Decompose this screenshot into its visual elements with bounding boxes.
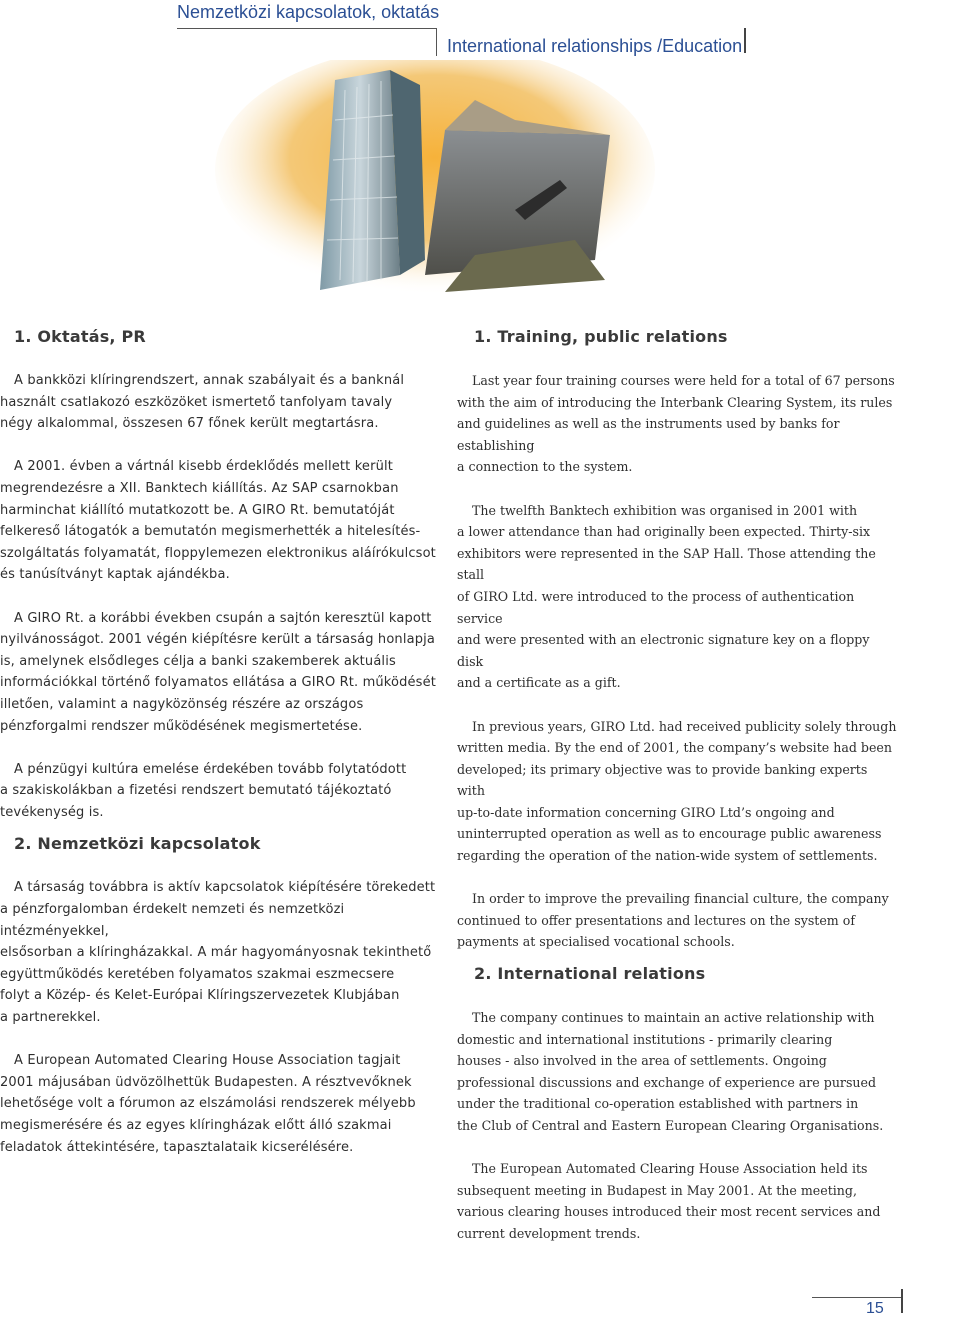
paragraph: A pénzügyi kultúra emelése érdekében tovább folytatódott a szakiskolákban a fizetési rendszert bemutató tájékoztató tevékenység is. bbox=[0, 761, 407, 820]
section-title-training: 1. Training, public relations bbox=[474, 327, 728, 346]
section-title-oktatas: 1. Oktatás, PR bbox=[14, 327, 146, 346]
paragraph: In previous years, GIRO Ltd. had received publicity solely through written media. By the end of 2001, the company’s website had been developed; its primary objective was to provide banking experts with up-to-date information concerning GIRO Ltd’s ongoing and uninterrupted operation as well as to encourage public awareness regarding the operation of the nation-wide system of settlements. bbox=[457, 718, 897, 864]
paragraph: A 2001. évben a vártnál kisebb érdeklődés mellett került megrendezésre a XII. Banktech kiállítás. Az SAP csarnokban harminchat kiállító mutatkozott be. A GIRO Rt. bemutatóját felkereső látogatók a bemutatón megismerhették a hitelesítés- szolgáltatás folyamatát, floppylemezen elektronikus aláírókulcsot és tanúsítványt kaptak ajándékba. bbox=[0, 459, 436, 583]
section-title-international: 2. International relations bbox=[474, 964, 706, 984]
paragraph: A European Automated Clearing House Association tagjait 2001 májusában üdvözölhettük Budapesten. A résztvevőknek lehetősége volt a fórumon az elszámolási rendszerek mélyebb megismerésére és az egyes klíringházak előtt álló szakmai feladatok áttekintésére, tapasztalataik kicserélésére. bbox=[0, 1053, 416, 1155]
footer-rule bbox=[812, 1297, 902, 1298]
paragraph: Last year four training courses were held for a total of 67 persons with the aim of introducing the Interbank Clearing System, its rules and guidelines as well as the instruments used by banks for establishing a connection to the system. bbox=[457, 373, 895, 475]
page-number: 15 bbox=[866, 1300, 884, 1317]
hungarian-column bbox=[0, 326, 440, 1158]
header-hu-title: Nemzetközi kapcsolatok, oktatás bbox=[177, 2, 440, 22]
footer-tick bbox=[901, 1289, 903, 1313]
paragraph: A bankközi klíringrendszert, annak szabályait és a banknál használt csatlakozó eszközöket ismertető tanfolyam tavaly négy alkalommal, összesen 67 főnek került megtartásra. bbox=[0, 373, 405, 432]
paragraph: The twelfth Banktech exhibition was organised in 2001 with a lower attendance than had originally been expected. Thirty-six exhibitors were represented in the SAP Hall. Those attending the stall of GIRO Ltd. were introduced to the process of authentication service and were presented with an electronic signature key on a floppy disk and a certificate as a gift. bbox=[457, 502, 876, 691]
building-collage-photo bbox=[215, 60, 655, 295]
paragraph: In order to improve the prevailing financial culture, the company continued to offer presentations and lectures on the system of payments at specialised vocational schools. bbox=[457, 891, 889, 950]
header-en-title: International relationships /Education bbox=[447, 36, 743, 56]
paragraph: A GIRO Rt. a korábbi években csupán a sajtón keresztül kapott nyilvánosságot. 2001 végén kiépítésre került a társaság honlapja is, amelynek elsődleges célja a banki szakemberek aktuális információkkal történő folyamatos ellátása a GIRO Rt. működését illetően, valamint a nagyközönség részére az országos pénzforgalmi rendszer működésének megismertetése. bbox=[0, 610, 436, 734]
header-divider-tick bbox=[436, 28, 437, 56]
paragraph: A társaság továbbra is aktív kapcsolatok kiépítésére törekedett a pénzforgalomban érdekelt nemzeti és nemzetközi intézményekkel, elsősorban a klíringházakkal. A már hagyományosnak tekinthető együttműködés keretében folyamatos szakmai eszmecsere folyt a Közép- és Kelet-Európai Klíringszervezetek Klubjában a partnerekkel. bbox=[0, 880, 436, 1026]
english-column bbox=[457, 326, 897, 1245]
paragraph: The European Automated Clearing House Association held its subsequent meeting in Budapest in May 2001. At the meeting, various clearing houses introduced their most recent services and current development trends. bbox=[457, 1161, 881, 1241]
paragraph: The company continues to maintain an active relationship with domestic and international institutions - primarily clearing houses - also involved in the area of settlements. Ongoing professional discussions and exchange of experience are pursued under the traditional co-operation established with partners in the Club of Central and Eastern European Clearing Organisations. bbox=[457, 1010, 884, 1133]
header-end-tick bbox=[744, 28, 746, 53]
section-title-nemzetkozi: 2. Nemzetközi kapcsolatok bbox=[14, 834, 261, 854]
header-rule bbox=[177, 28, 436, 29]
